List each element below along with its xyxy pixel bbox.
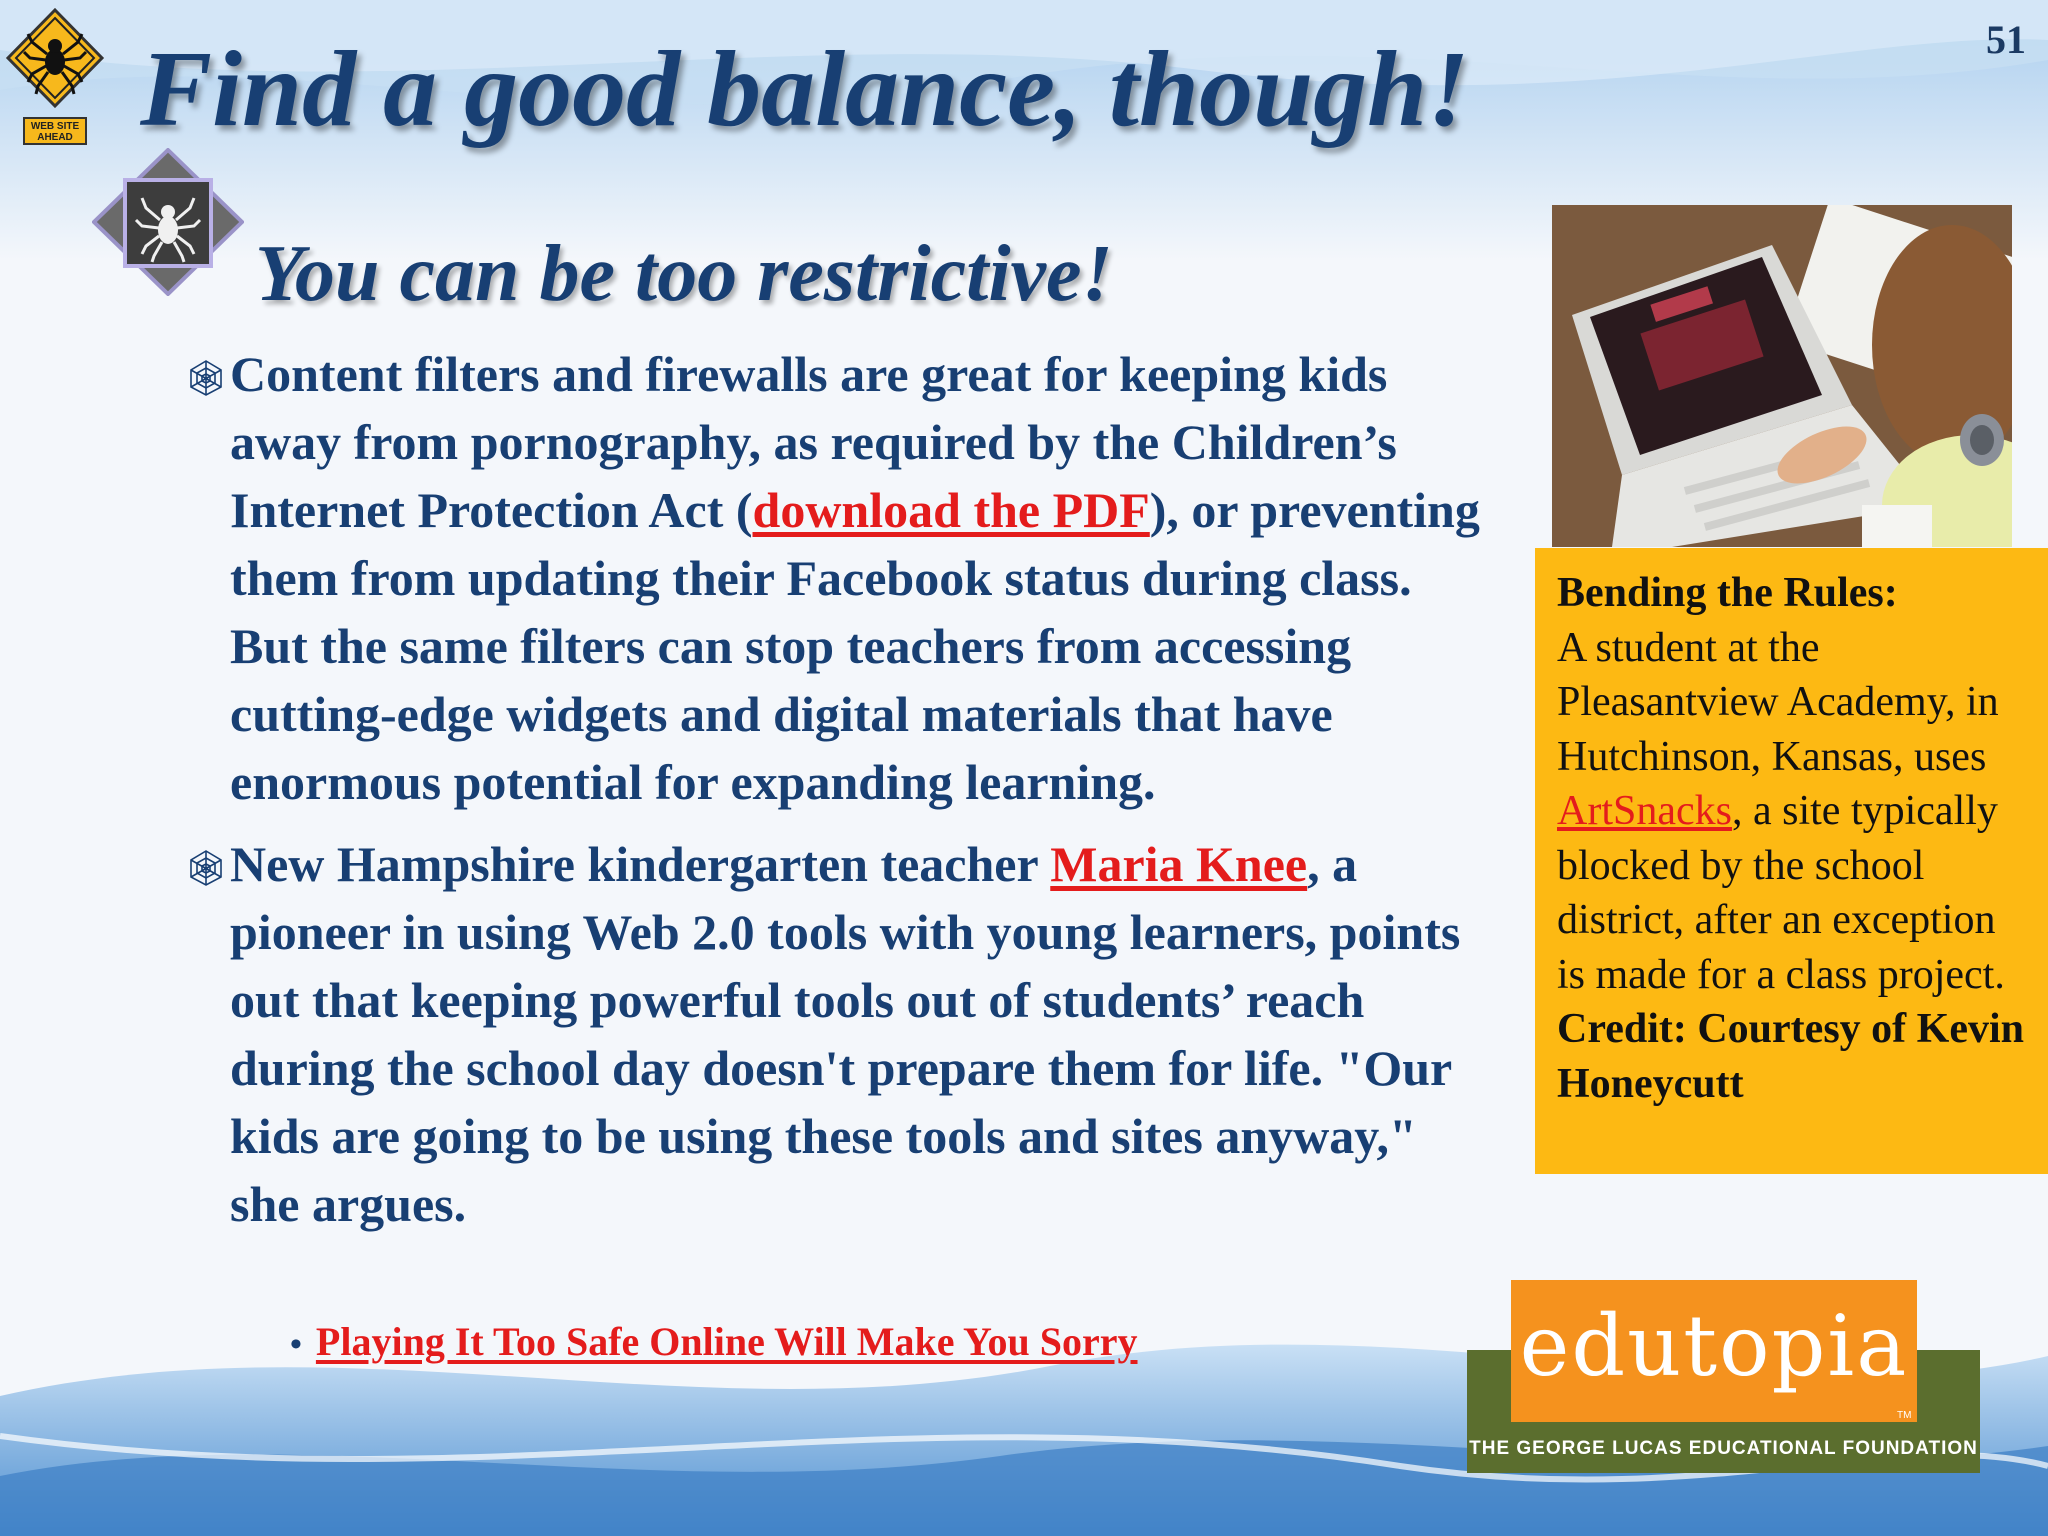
- student-laptop-photo: [1552, 205, 2012, 547]
- caption-heading: Bending the Rules:: [1557, 570, 1898, 616]
- logo-trademark: TM: [1897, 1410, 1912, 1421]
- sub-bullet-marker: •: [290, 1326, 302, 1363]
- bullet-1-text-before: Content filters and firewalls are great for keeping kids away from pornography, as required by the Children’s Internet Protection Act (: [230, 346, 1397, 538]
- bullet-2-text-before: New Hampshire kindergarten teacher: [230, 836, 1051, 892]
- download-pdf-link[interactable]: download the PDF: [752, 482, 1150, 538]
- maria-knee-link[interactable]: Maria Knee: [1050, 836, 1308, 892]
- artsnacks-link[interactable]: ArtSnacks: [1557, 788, 1732, 834]
- sign-text-line-1: WEB SITE: [30, 121, 80, 132]
- spider-warning-sign-icon: [2, 6, 108, 146]
- sign-text-line-2: AHEAD: [37, 132, 73, 143]
- page-title: Find a good balance, though!: [140, 30, 1470, 149]
- photo-caption-box: [1535, 548, 2048, 1174]
- page-number: 51: [1986, 17, 2026, 62]
- subtitle: You can be too restrictive!: [255, 230, 1113, 318]
- body-text: [230, 340, 1485, 1252]
- bullet-item-2: [230, 830, 1485, 1238]
- spiderweb-bullet-icon: [186, 848, 226, 888]
- logo-wordmark: edutopia: [1519, 1297, 1909, 1395]
- caption-credit: Credit: Courtesy of Kevin Honeycutt: [1557, 1006, 2024, 1107]
- caption-body: [1557, 621, 2026, 1003]
- sub-bullet-item: [290, 1318, 1138, 1369]
- caption-text-before: A student at the Pleasantview Academy, in Hutchinson, Kansas, uses: [1557, 624, 1999, 780]
- bullet-item-1: [230, 340, 1485, 816]
- edutopia-logo: [1467, 1280, 1980, 1473]
- bullet-2-text-after: , a pioneer in using Web 2.0 tools with young learners, points out that keeping powerful tools out of students’ reach during the school day doesn't prepare them for life. "Our kids are going to be using these tools and sites anyway," she argues.: [230, 836, 1461, 1232]
- logo-tagline: THE GEORGE LUCAS EDUCATIONAL FOUNDATION: [1469, 1438, 1978, 1459]
- spiderweb-bullet-icon: [186, 358, 226, 398]
- spider-diamond-icon: [92, 148, 244, 296]
- bullet-1-text-after: ), or preventing them from updating their Facebook status during class. But the same filters can stop teachers from accessing cutting-edge widgets and digital materials that have enormous potential for expanding learning.: [230, 482, 1480, 810]
- playing-it-too-safe-link[interactable]: Playing It Too Safe Online Will Make You Sorry: [315, 1319, 1138, 1364]
- caption-text-after: , a site typically blocked by the school district, after an exception is made for a class project.: [1557, 788, 2005, 998]
